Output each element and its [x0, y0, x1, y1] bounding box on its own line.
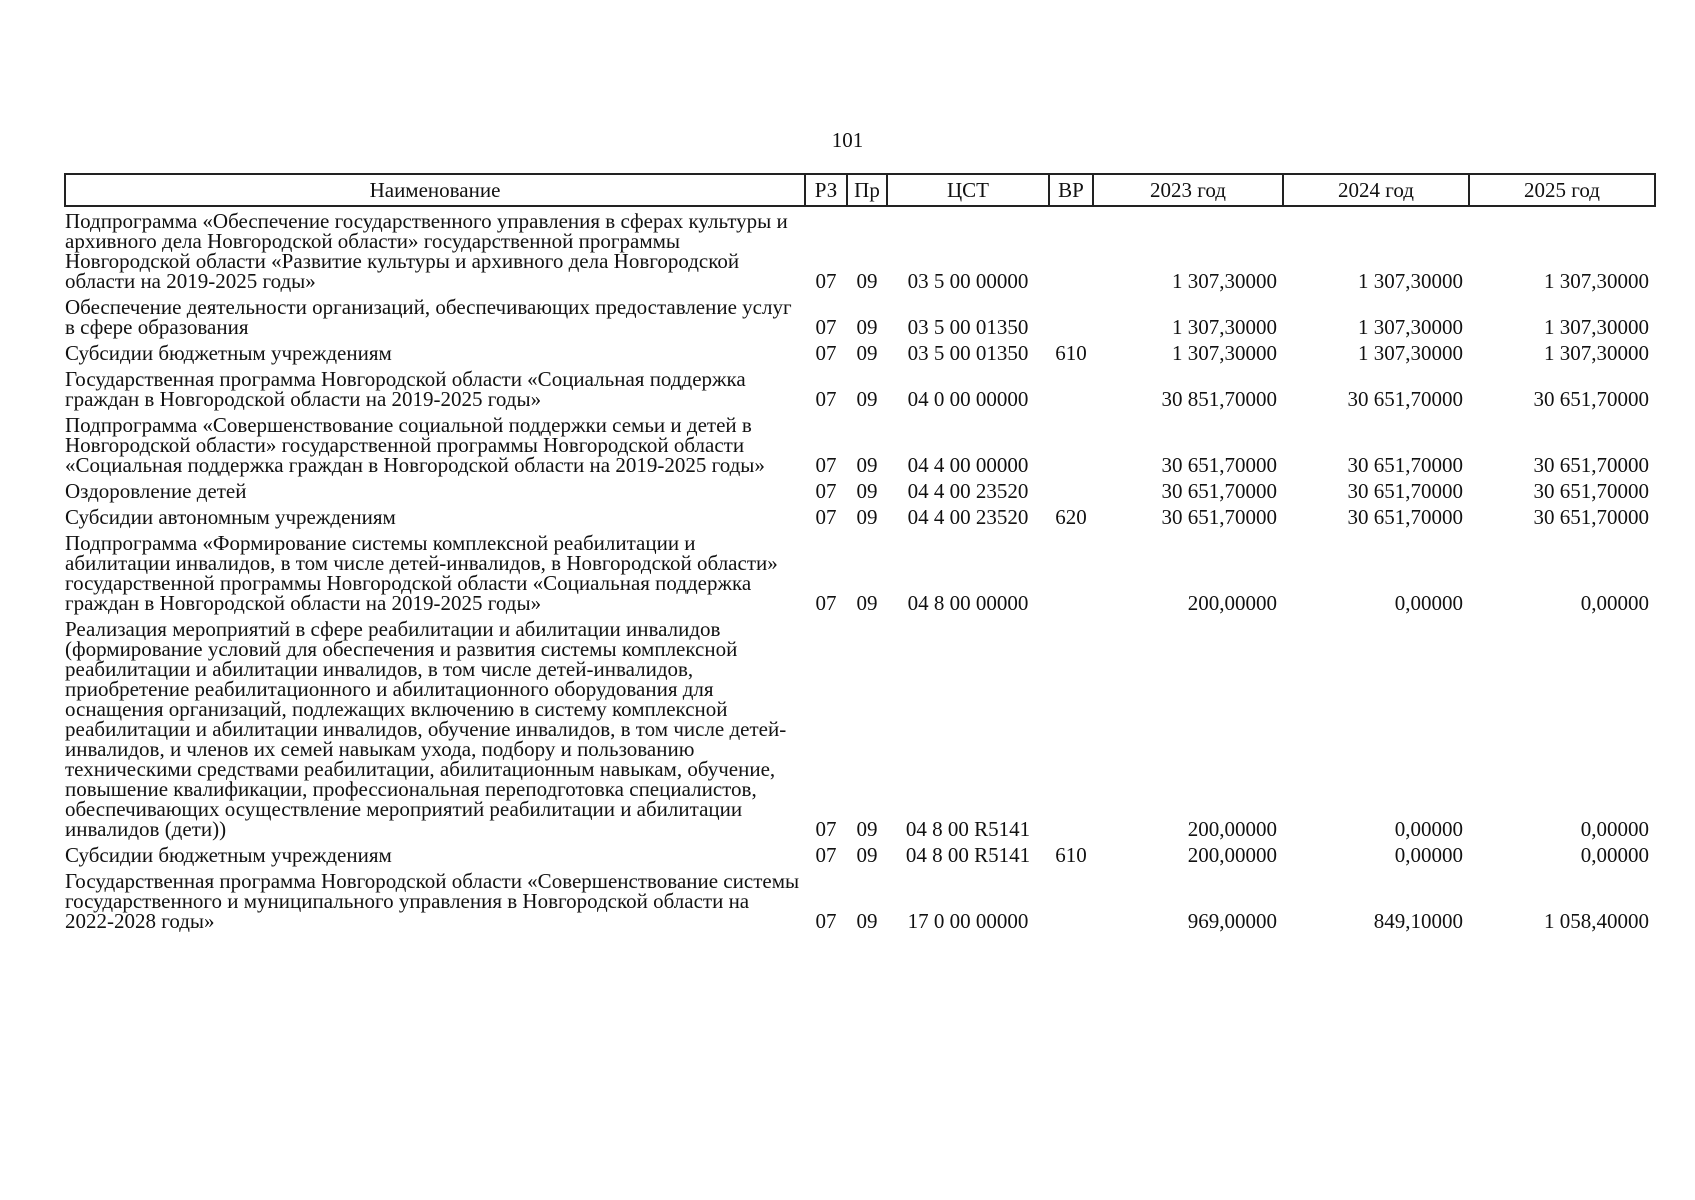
- cell-2025: 30 651,70000: [1533, 479, 1649, 503]
- cell-rz: 07: [815, 315, 837, 339]
- cell-2025: 0,00000: [1580, 817, 1649, 841]
- table-row: [65, 615, 1655, 841]
- cell-vr: [1049, 867, 1093, 933]
- cell-name: Подпрограмма «Обеспечение государственного управления в сферах культуры и архивного дела Новгородской области» государственной программы Новгородской области «Развитие культуры и архивного дела Новгородской области на 2019-2025 годы»: [65, 209, 788, 293]
- table-row: [65, 293, 1655, 339]
- cell-cst: 04 8 00 R5141: [905, 843, 1031, 867]
- cell-pr: 09: [856, 591, 878, 615]
- cell-vr: [1049, 365, 1093, 411]
- cell-2023: 30 651,70000: [1161, 479, 1277, 503]
- cell-name: Субсидии бюджетным учреждениям: [65, 341, 392, 365]
- cell-vr: [1049, 293, 1093, 339]
- cell-rz: 07: [815, 909, 837, 933]
- header-pr: Пр: [847, 174, 887, 206]
- cell-pr: 09: [856, 453, 878, 477]
- cell-pr: 09: [856, 817, 878, 841]
- table-row: [65, 867, 1655, 933]
- cell-pr: 09: [856, 479, 878, 503]
- cell-cst: 04 4 00 23520: [907, 479, 1029, 503]
- cell-2025: 1 058,40000: [1544, 909, 1649, 933]
- cell-2024: 1 307,30000: [1358, 315, 1463, 339]
- table-row: [65, 339, 1655, 365]
- table-row: [65, 365, 1655, 411]
- cell-rz: 07: [815, 591, 837, 615]
- cell-cst: 04 4 00 00000: [907, 453, 1029, 477]
- cell-2024: 1 307,30000: [1358, 341, 1463, 365]
- cell-pr: 09: [856, 315, 878, 339]
- cell-2023: 30 851,70000: [1161, 387, 1277, 411]
- table-row: [65, 411, 1655, 477]
- table-row: [65, 477, 1655, 503]
- cell-rz: 07: [815, 479, 837, 503]
- cell-2023: 200,00000: [1187, 843, 1277, 867]
- cell-pr: 09: [856, 341, 878, 365]
- table-row: [65, 503, 1655, 529]
- cell-rz: 07: [815, 817, 837, 841]
- cell-2024: 849,10000: [1373, 909, 1463, 933]
- cell-cst: 04 4 00 23520: [907, 505, 1029, 529]
- cell-vr: 620: [1055, 505, 1087, 529]
- cell-2023: 969,00000: [1187, 909, 1277, 933]
- cell-2025: 30 651,70000: [1533, 505, 1649, 529]
- cell-2025: 0,00000: [1580, 591, 1649, 615]
- cell-cst: 04 8 00 R5141: [905, 817, 1031, 841]
- cell-2025: 30 651,70000: [1533, 387, 1649, 411]
- cell-2023: 30 651,70000: [1161, 505, 1277, 529]
- header-rz: РЗ: [805, 174, 847, 206]
- cell-vr: [1049, 411, 1093, 477]
- cell-name: Подпрограмма «Совершенствование социальной поддержки семьи и детей в Новгородской области» государственной программы Новгородской области «Социальная поддержка граждан в Новгородской области на 2019-2025 годы»: [65, 413, 765, 477]
- cell-2024: 0,00000: [1394, 817, 1463, 841]
- cell-2024: 0,00000: [1394, 843, 1463, 867]
- table-header-row: [65, 174, 1655, 206]
- cell-vr: 610: [1055, 843, 1087, 867]
- cell-vr: [1049, 529, 1093, 615]
- cell-rz: 07: [815, 505, 837, 529]
- cell-2024: 30 651,70000: [1347, 453, 1463, 477]
- header-name: Наименование: [65, 174, 805, 206]
- cell-rz: 07: [815, 843, 837, 867]
- cell-pr: 09: [856, 505, 878, 529]
- cell-2023: 1 307,30000: [1172, 341, 1277, 365]
- header-2024: 2024 год: [1283, 174, 1469, 206]
- cell-vr: [1049, 477, 1093, 503]
- table-row: [65, 529, 1655, 615]
- cell-pr: 09: [856, 843, 878, 867]
- cell-name: Субсидии бюджетным учреждениям: [65, 843, 392, 867]
- cell-2025: 30 651,70000: [1533, 453, 1649, 477]
- header-2025: 2025 год: [1469, 174, 1655, 206]
- cell-cst: 17 0 00 00000: [907, 909, 1029, 933]
- cell-2025: 1 307,30000: [1544, 269, 1649, 293]
- cell-vr: [1049, 615, 1093, 841]
- cell-2023: 1 307,30000: [1172, 315, 1277, 339]
- cell-pr: 09: [856, 909, 878, 933]
- cell-vr: 610: [1055, 341, 1087, 365]
- table-row: [65, 841, 1655, 867]
- header-2023: 2023 год: [1093, 174, 1283, 206]
- cell-cst: 04 8 00 00000: [907, 591, 1029, 615]
- cell-2024: 30 651,70000: [1347, 479, 1463, 503]
- cell-vr: [1049, 206, 1093, 293]
- table-body: [65, 206, 1655, 933]
- cell-2023: 30 651,70000: [1161, 453, 1277, 477]
- cell-2025: 1 307,30000: [1544, 341, 1649, 365]
- cell-pr: 09: [856, 269, 878, 293]
- cell-rz: 07: [815, 387, 837, 411]
- cell-2023: 1 307,30000: [1172, 269, 1277, 293]
- cell-name: Реализация мероприятий в сфере реабилитации и абилитации инвалидов (формирование условий для обеспечения и развития системы комплексной реабилитации и абилитации инвалидов, в том числе детей-инвалидов, приобретение реабилитационного и абилитационного оборудования для оснащения организаций, подлежащих включению в систему комплексной реабилитации и абилитации инвалидов, обучение инвалидов, в том числе детей-инвалидов, и членов их семей навыкам ухода, подбору и пользованию техническими средствами реабилитации, абилитационным навыкам, обучение, повышение квалификации, профессиональная переподготовка специалистов, обеспечивающих осуществление мероприятий реабилитации и абилитации инвалидов (дети)): [65, 617, 787, 841]
- table-row: [65, 206, 1655, 293]
- cell-name: Государственная программа Новгородской области «Социальная поддержка граждан в Новгородской области на 2019-2025 годы»: [65, 367, 746, 411]
- page-number: 101: [831, 128, 864, 152]
- cell-name: Субсидии автономным учреждениям: [65, 505, 396, 529]
- cell-2025: 0,00000: [1580, 843, 1649, 867]
- cell-2024: 30 651,70000: [1347, 387, 1463, 411]
- header-cst: ЦСТ: [887, 174, 1049, 206]
- cell-2024: 1 307,30000: [1358, 269, 1463, 293]
- cell-rz: 07: [815, 269, 837, 293]
- cell-cst: 03 5 00 00000: [907, 269, 1029, 293]
- cell-rz: 07: [815, 453, 837, 477]
- cell-2025: 1 307,30000: [1544, 315, 1649, 339]
- cell-name: Оздоровление детей: [65, 479, 247, 503]
- budget-table: [64, 173, 1656, 933]
- cell-rz: 07: [815, 341, 837, 365]
- cell-cst: 04 0 00 00000: [907, 387, 1029, 411]
- cell-name: Подпрограмма «Формирование системы комплексной реабилитации и абилитации инвалидов, в том числе детей-инвалидов, в Новгородской области» государственной программы Новгородской области «Социальная поддержка граждан в Новгородской области на 2019-2025 годы»: [65, 531, 778, 615]
- cell-2023: 200,00000: [1187, 817, 1277, 841]
- cell-2023: 200,00000: [1187, 591, 1277, 615]
- cell-name: Государственная программа Новгородской области «Совершенствование системы государственного и муниципального управления в Новгородской области на 2022-2028 годы»: [65, 869, 800, 933]
- header-vr: ВР: [1049, 174, 1093, 206]
- cell-cst: 03 5 00 01350: [907, 341, 1029, 365]
- cell-cst: 03 5 00 01350: [907, 315, 1029, 339]
- cell-2024: 0,00000: [1394, 591, 1463, 615]
- cell-2024: 30 651,70000: [1347, 505, 1463, 529]
- cell-pr: 09: [856, 387, 878, 411]
- cell-name: Обеспечение деятельности организаций, обеспечивающих предоставление услуг в сфере образования: [65, 295, 792, 339]
